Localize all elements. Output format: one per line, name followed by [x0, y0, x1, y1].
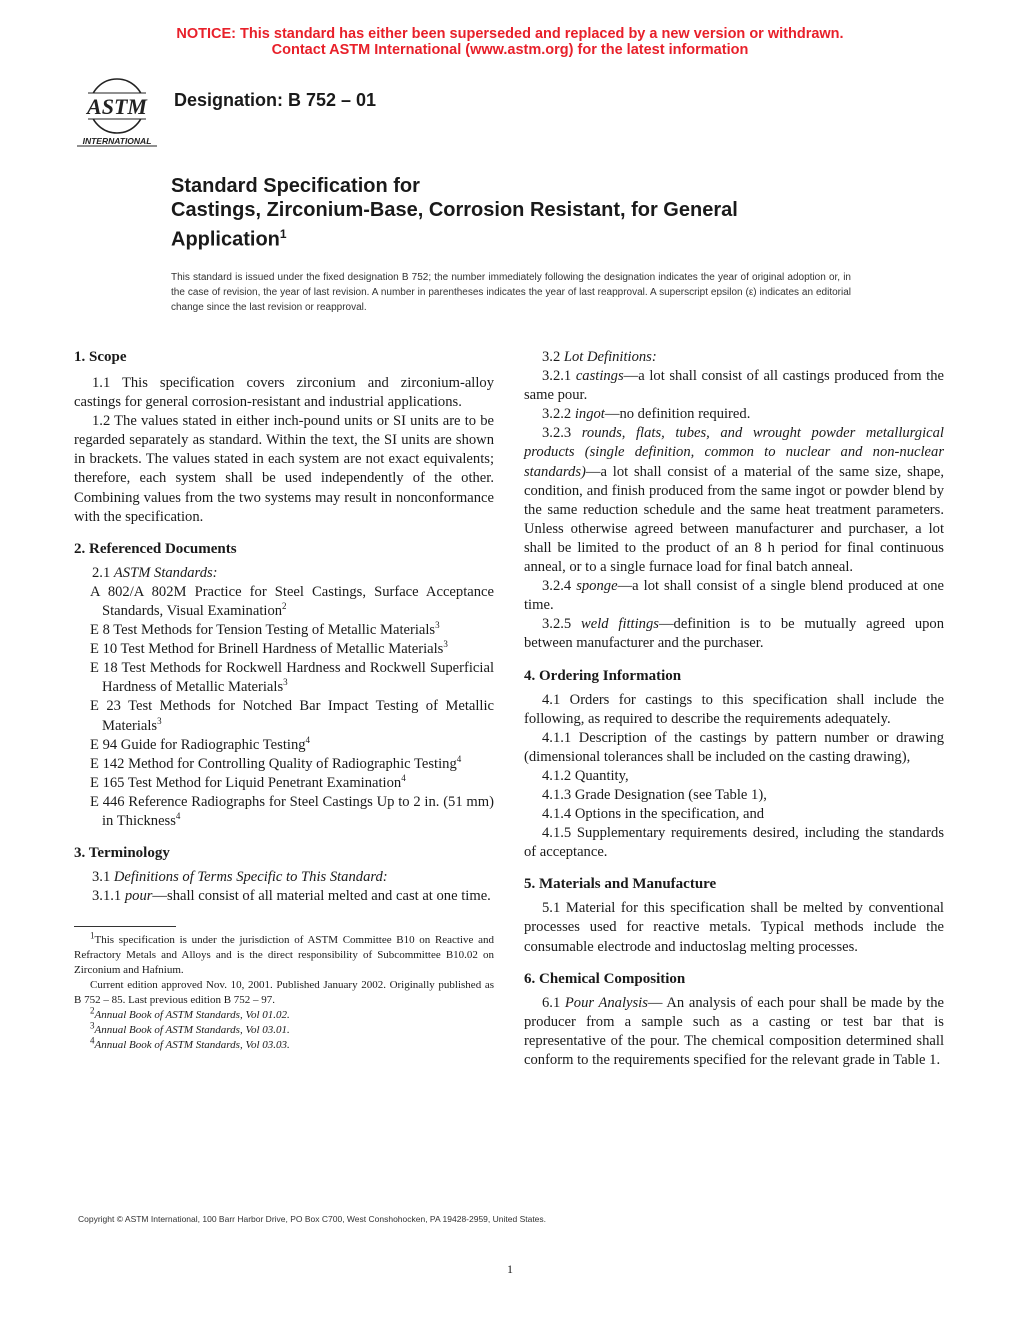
section-4-1-5: 4.1.5 Supplementary requirements desired, including the standards of acceptance.: [524, 825, 944, 861]
copyright-notice: Copyright © ASTM International, 100 Barr Harbor Drive, PO Box C700, West Conshohocken, PA 19428-2959, United States.: [78, 1214, 547, 1224]
reference-text: E 23 Test Methods for Notched Bar Impact Testing of Metallic Materials: [90, 698, 494, 734]
reference-footnote-ref: 2: [282, 601, 287, 612]
text: — An analysis of each pour shall be made by the producer from a sample such as a casting or test bar that is representative of the pour. The chemical composition determined shall conform to the requirements specified for the relevant grade in Table 1.: [524, 994, 945, 1068]
reference-item: [74, 583, 494, 621]
section-3-1: [74, 868, 494, 887]
logo-text: ASTM: [87, 94, 147, 119]
reference-text: E 18 Test Methods for Rockwell Hardness and Rockwell Superficial Hardness of Metallic Materials: [90, 660, 494, 696]
right-column: [524, 348, 944, 1070]
term-pour: pour: [124, 888, 153, 905]
num: 3.2.2: [542, 406, 575, 423]
footnote: [74, 978, 494, 1008]
text: —definition is to be mutually agreed upon between manufacturer and the purchaser.: [524, 616, 945, 652]
section-1-heading: 1. Scope: [74, 349, 127, 365]
reference-item: [74, 697, 494, 735]
section-3-2-2: [524, 405, 944, 424]
footnote-number: 4: [90, 1035, 95, 1046]
reference-footnote-ref: 3: [157, 715, 162, 726]
notice-line-1: NOTICE: This standard has either been superseded and replaced by a new version or withdrawn.: [176, 26, 844, 42]
text: —no definition required.: [604, 406, 751, 423]
footnote-number: 2: [90, 1005, 95, 1016]
section-5-heading: 5. Materials and Manufacture: [524, 876, 717, 893]
section-1-1: 1.1 This specification covers zirconium and zirconium-alloy castings for general corrosion-resistant and industrial applications.: [74, 375, 494, 411]
section-4-1-2: 4.1.2 Quantity,: [542, 767, 629, 784]
footnote-number: 1: [90, 930, 95, 941]
logo-international: INTERNATIONAL: [82, 136, 152, 146]
term: Pour Analysis: [564, 994, 648, 1011]
title-line-3: [171, 222, 871, 252]
section-2-heading: 2. Referenced Documents: [74, 540, 237, 557]
section-3-heading: 3. Terminology: [74, 845, 170, 862]
reference-item: [74, 736, 494, 755]
page-number: 1: [507, 1262, 513, 1276]
reference-footnote-ref: 3: [283, 677, 288, 688]
designation: Designation: B 752 – 01: [174, 90, 377, 110]
astm-logo: [74, 76, 160, 148]
section-3-2: [524, 348, 944, 367]
section-3-1-num: 3.1: [92, 869, 114, 886]
footnote-text: This specification is under the jurisdiction of ASTM Committee B10 on Reactive and Refractory Metals and Alloys and is the direct responsibility of Subcommittee B10.02 on Zirconium and Hafnium.: [74, 934, 494, 977]
reference-text: E 165 Test Method for Liquid Penetrant Examination: [90, 774, 402, 791]
title-line-3-text: Application: [171, 228, 280, 251]
reference-item: [74, 640, 494, 659]
reference-text: E 10 Test Method for Brinell Hardness of Metallic Materials: [90, 641, 444, 658]
reference-text: E 142 Method for Controlling Quality of Radiographic Testing: [90, 755, 457, 772]
section-6-heading: 6. Chemical Composition: [524, 970, 686, 987]
section-4-heading: 4. Ordering Information: [524, 667, 682, 684]
footnote: [74, 1005, 494, 1023]
reference-footnote-ref: 4: [175, 811, 181, 822]
footnote: [74, 930, 494, 978]
footnote-text: Annual Book of ASTM Standards, Vol 01.02.: [94, 1009, 290, 1022]
section-2-1-num: 2.1: [92, 564, 114, 581]
text: —a lot shall consist of a single blend produced at one time.: [524, 578, 944, 614]
num: 6.1: [542, 994, 565, 1011]
num: 3.2.4: [542, 578, 577, 595]
reference-footnote-ref: 3: [435, 620, 440, 631]
text: —a lot shall consist of a material of the same size, shape, condition, and finish produced from the same ingot or powder blend by the same reduction schedule and the same heat treatment parameters. Unless otherwise agreed between manufacturer and purchaser, a lot shall be limited to the product of an 8 h period for final continuous anneal, or to a single furnace load for final batch anneal.: [524, 463, 944, 576]
section-4-1-1: 4.1.1 Description of the castings by pattern number or drawing (dimensional tolerances shall be included on the casting drawing),: [524, 729, 944, 765]
reference-footnote-ref: 4: [456, 753, 462, 764]
reference-item: [74, 755, 494, 774]
section-3-2-3: [524, 424, 944, 577]
section-4-1: 4.1 Orders for castings to this specification shall include the following, as required to describe the requirements adequately.: [524, 691, 944, 727]
reference-text: E 446 Reference Radiographs for Steel Castings Up to 2 in. (51 mm) in Thickness: [90, 793, 494, 829]
section-5-1: 5.1 Material for this specification shall be melted by conventional processes used for reactive metals. Typical methods include the consumable electrode and inductoslag melting processes.: [524, 900, 944, 955]
left-column: [74, 348, 494, 1053]
section-3-2-1: [524, 367, 944, 405]
section-3-2-4: [524, 577, 944, 615]
num: 3.2.3: [542, 425, 582, 442]
footnote-text: Current edition approved Nov. 10, 2001. Published January 2002. Originally published as B 752 – 85. Last previous edition B 752 – 97.: [74, 979, 494, 1007]
section-3-2-num: 3.2: [542, 349, 564, 365]
title-footnote-ref: 1: [279, 227, 287, 241]
term: castings: [575, 368, 624, 385]
term: rounds, flats, tubes, and wrought powder metallurgical products (single definition, common to nuclear and non-nuclear standards): [524, 425, 944, 480]
page-title: [171, 174, 871, 252]
title-line-1: Standard Specification for: [171, 175, 420, 197]
section-1-2: 1.2 The values stated in either inch-pound units or SI units are to be regarded separately as standard. Within the text, the SI units are shown in brackets. The values stated in each system are not exact equivalents; therefore, each system shall be used independently of the other. Combining values from the two systems may result in nonconformance with the specification.: [74, 413, 494, 525]
reference-item: [74, 659, 494, 697]
term: sponge: [576, 578, 618, 595]
section-4-1-3: 4.1.3 Grade Designation (see Table 1),: [542, 786, 767, 803]
reference-text: E 94 Guide for Radiographic Testing: [90, 736, 306, 753]
reference-item: [74, 621, 494, 640]
section-2-1-title: ASTM Standards:: [113, 564, 218, 581]
text: —a lot shall consist of all castings produced from the same pour.: [524, 368, 945, 404]
footnote-text: Annual Book of ASTM Standards, Vol 03.01.: [94, 1024, 290, 1037]
footnote-number: 3: [90, 1020, 95, 1031]
footnote-text: Annual Book of ASTM Standards, Vol 03.03.: [94, 1039, 290, 1052]
reference-item: [74, 793, 494, 831]
section-6-1: [524, 994, 944, 1070]
footnotes: [74, 930, 494, 1053]
section-3-1-1-num: 3.1.1: [92, 888, 125, 905]
term: ingot: [574, 406, 605, 423]
num: 3.2.1: [542, 368, 576, 385]
reference-footnote-ref: 3: [443, 639, 448, 650]
section-3-1-title: Definitions of Terms Specific to This Standard:: [113, 869, 388, 886]
section-3-2-title: Lot Definitions:: [563, 349, 657, 365]
reference-text: E 8 Test Methods for Tension Testing of Metallic Materials: [90, 622, 436, 639]
footnote: [74, 1020, 494, 1038]
footnote-rule: [74, 926, 176, 927]
title-line-2: Castings, Zirconium-Base, Corrosion Resistant, for General: [171, 199, 738, 221]
notice-banner: [0, 26, 1020, 58]
section-2-1: [74, 564, 494, 583]
num: 3.2.5: [542, 616, 582, 633]
section-4-1-4: 4.1.4 Options in the specification, and: [542, 806, 765, 823]
issued-note: This standard is issued under the fixed designation B 752; the number immediately following the designation indicates the year of original adoption or, in the case of revision, the year of last revision. A number in parentheses indicates the year of last reapproval. A superscript epsilon (ε) indicates an editorial change since the last revision or reapproval.: [171, 272, 851, 313]
term: weld fittings: [581, 616, 659, 633]
section-3-2-5: [524, 615, 944, 653]
footnote: [74, 1035, 494, 1053]
reference-item: [74, 774, 494, 793]
section-3-1-1: [74, 887, 494, 906]
reference-footnote-ref: 4: [305, 734, 311, 745]
section-3-1-1-text: —shall consist of all material melted and cast at one time.: [152, 888, 491, 905]
notice-line-2: Contact ASTM International (www.astm.org) for the latest information: [271, 42, 749, 58]
reference-footnote-ref: 4: [401, 772, 406, 783]
reference-text: A 802/A 802M Practice for Steel Castings, Surface Acceptance Standards, Visual Examination: [90, 583, 494, 619]
reference-list: [74, 583, 494, 831]
